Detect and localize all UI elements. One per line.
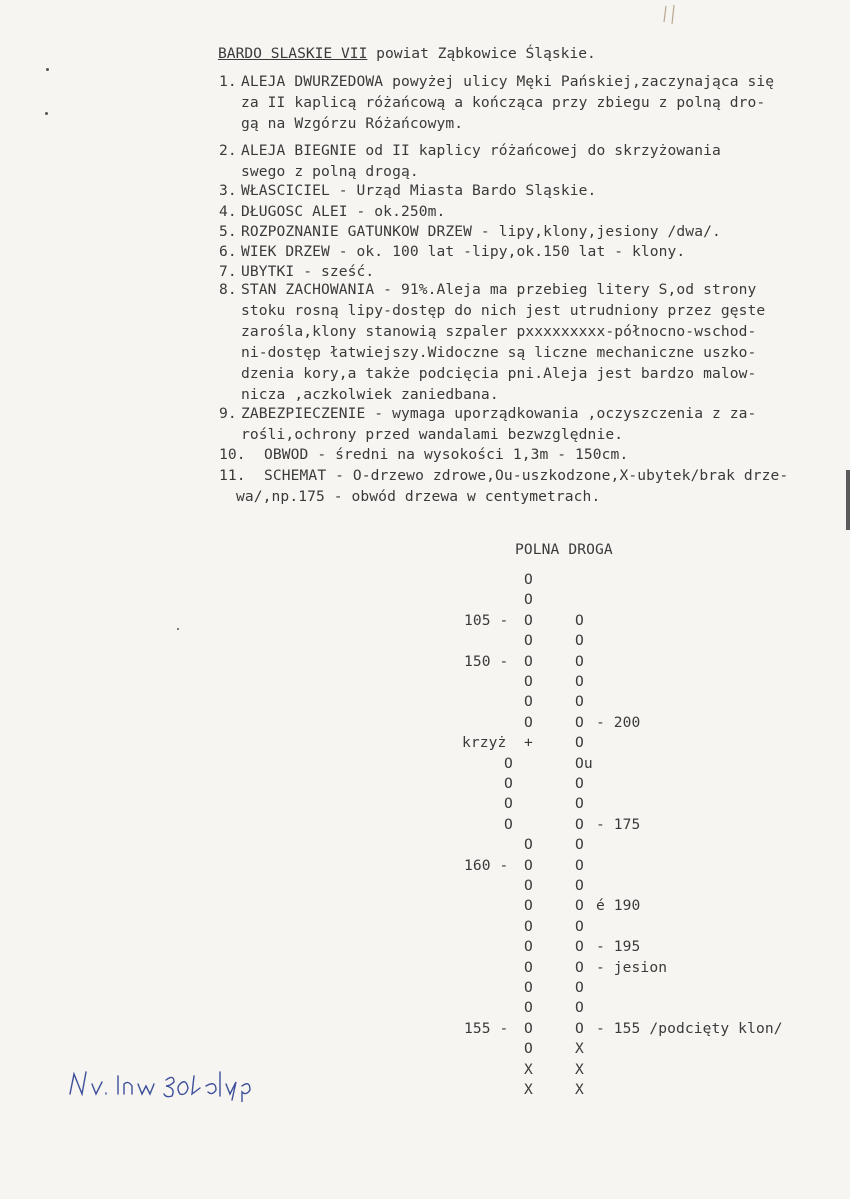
tree-right-marker: X [575, 1040, 584, 1058]
item-line: swego z polną drogą. [241, 163, 419, 180]
item-line: WŁASCICIEL - Urząd Miasta Bardo Sląskie. [241, 182, 597, 199]
tree-right-marker: O [575, 917, 584, 935]
tree-left-marker: O [524, 571, 533, 588]
tree-left-marker: O [524, 591, 533, 609]
tree-left-marker: O [524, 938, 533, 956]
tree-right-marker: O [575, 652, 584, 670]
item-line: za II kaplicą różańcową a kończąca przy zbiegu z polną dro- [241, 94, 766, 111]
item-line: stoku rosną lipy-dostęp do nich jest utrudniony przez gęste [241, 302, 766, 319]
tree-right-marker: O [575, 693, 584, 711]
tree-left-marker: O [504, 795, 513, 813]
tree-right-marker: O [575, 815, 584, 833]
header-title-rest: powiat Ząbkowice Śląskie. [367, 45, 596, 62]
tree-left-marker: O [524, 611, 533, 629]
tree-right-marker: O [575, 713, 584, 731]
tree-left-marker: O [524, 999, 533, 1017]
tree-left-marker: O [504, 775, 513, 792]
item-number: 5. [219, 223, 237, 240]
header-title-underlined: BARDO SLASKIE VII [218, 45, 368, 62]
tree-row-left-label: 155 - [464, 1019, 509, 1037]
item-line: ZABEZPIECZENIE - wymaga uporządkowania ,oczyszczenia z za- [241, 405, 757, 422]
item-line: ni-dostęp łatwiejszy.Widoczne są liczne mechaniczne uszko- [241, 344, 757, 361]
item-number: 4. [219, 203, 237, 220]
item-line: ALEJA BIEGNIE od II kaplicy różańcowej do skrzyżowania [241, 142, 721, 159]
item-line: ROZPOZNANIE GATUNKOW DRZEW - lipy,klony,jesiony /dwa/. [241, 223, 721, 240]
tree-left-marker: O [524, 979, 533, 996]
tree-row-left-label: 150 - [464, 652, 509, 670]
item-number: 1. [219, 73, 237, 90]
stray-mark [177, 628, 179, 630]
item-number: 8. [219, 281, 237, 298]
tree-right-marker: O [575, 734, 584, 752]
tree-right-marker: X [575, 1060, 584, 1078]
tree-right-marker: O [575, 897, 584, 915]
road-label: POLNA DROGA [515, 541, 613, 558]
page-edge-strip [846, 470, 850, 530]
pencil-mark [660, 4, 680, 26]
tree-row-right-label: é 190 [596, 897, 641, 915]
tree-left-marker: O [524, 877, 533, 894]
item-line: gą na Wzgórzu Różańcowym. [241, 115, 464, 132]
tree-row-right-label: - jesion [596, 958, 668, 976]
tree-right-marker: X [575, 1081, 584, 1098]
item-number: 10. [219, 446, 246, 463]
tree-left-marker: O [524, 713, 533, 731]
tree-right-marker: O [575, 611, 584, 629]
item-line: STAN ZACHOWANIA - 91%.Aleja ma przebieg litery S,od strony [241, 281, 757, 298]
tree-right-marker: O [575, 795, 584, 813]
item-line: UBYTKI - sześć. [241, 263, 375, 280]
tree-left-marker: O [504, 754, 513, 772]
tree-row-right-label: - 175 [596, 815, 641, 833]
tree-left-marker: + [524, 734, 533, 752]
tree-row-right-label: - 195 [596, 938, 641, 956]
tree-row-right-label: - 155 /podcięty klon/ [596, 1019, 783, 1037]
tree-right-marker: O [575, 999, 584, 1017]
tree-right-marker: O [575, 775, 584, 792]
tree-left-marker: O [524, 958, 533, 976]
tree-left-marker: O [524, 856, 533, 874]
item-line: WIEK DRZEW - ok. 100 lat -lipy,ok.150 lat - klony. [241, 243, 686, 260]
tree-right-marker: O [575, 938, 584, 956]
tree-left-marker: O [504, 815, 513, 833]
tree-row-right-label: - 200 [596, 713, 641, 731]
tree-row-left-label: krzyż [462, 734, 507, 752]
stray-mark [46, 68, 49, 71]
tree-right-marker: Ou [575, 754, 593, 772]
tree-left-marker: X [524, 1060, 533, 1078]
tree-left-marker: O [524, 693, 533, 711]
tree-right-marker: O [575, 877, 584, 894]
tree-left-marker: X [524, 1081, 533, 1098]
item-line: wa/,np.175 - obwód drzewa w centymetrach. [236, 488, 601, 505]
item-line: rośli,ochrony przed wandalami bezwzględnie. [241, 426, 624, 443]
tree-left-marker: O [524, 1019, 533, 1037]
item-number: 9. [219, 405, 237, 422]
tree-row-left-label: 160 - [464, 856, 509, 874]
tree-right-marker: O [575, 836, 584, 854]
item-line: SCHEMAT - O-drzewo zdrowe,Ou-uszkodzone,X-ubytek/brak drze- [264, 467, 789, 484]
item-line: DŁUGOSC ALEI - ok.250m. [241, 203, 446, 220]
tree-right-marker: O [575, 1019, 584, 1037]
handwritten-inventory-note [66, 1066, 276, 1102]
tree-left-marker: O [524, 652, 533, 670]
tree-left-marker: O [524, 1040, 533, 1058]
item-line: OBWOD - średni na wysokości 1,3m - 150cm. [264, 446, 629, 463]
tree-left-marker: O [524, 917, 533, 935]
document-header [218, 44, 596, 64]
item-line: dzenia kory,a także podcięcia pni.Aleja jest bardzo malow- [241, 365, 757, 382]
item-line: zarośla,klony stanowią szpaler pxxxxxxxxx-północno-wschod- [241, 323, 757, 340]
item-line: nicza ,aczkolwiek zaniedbana. [241, 386, 499, 403]
tree-right-marker: O [575, 673, 584, 690]
item-number: 7. [219, 263, 237, 280]
item-number: 6. [219, 243, 237, 260]
tree-row-left-label: 105 - [464, 611, 509, 629]
tree-right-marker: O [575, 979, 584, 996]
tree-left-marker: O [524, 632, 533, 650]
stray-mark [45, 112, 48, 115]
item-number: 11. [219, 467, 246, 484]
tree-left-marker: O [524, 673, 533, 690]
tree-left-marker: O [524, 836, 533, 854]
tree-left-marker: O [524, 897, 533, 915]
item-number: 2. [219, 142, 237, 159]
tree-right-marker: O [575, 632, 584, 650]
item-line: ALEJA DWURZEDOWA powyżej ulicy Męki Pańskiej,zaczynająca się [241, 73, 775, 90]
tree-right-marker: O [575, 958, 584, 976]
item-number: 3. [219, 182, 237, 199]
tree-right-marker: O [575, 856, 584, 874]
